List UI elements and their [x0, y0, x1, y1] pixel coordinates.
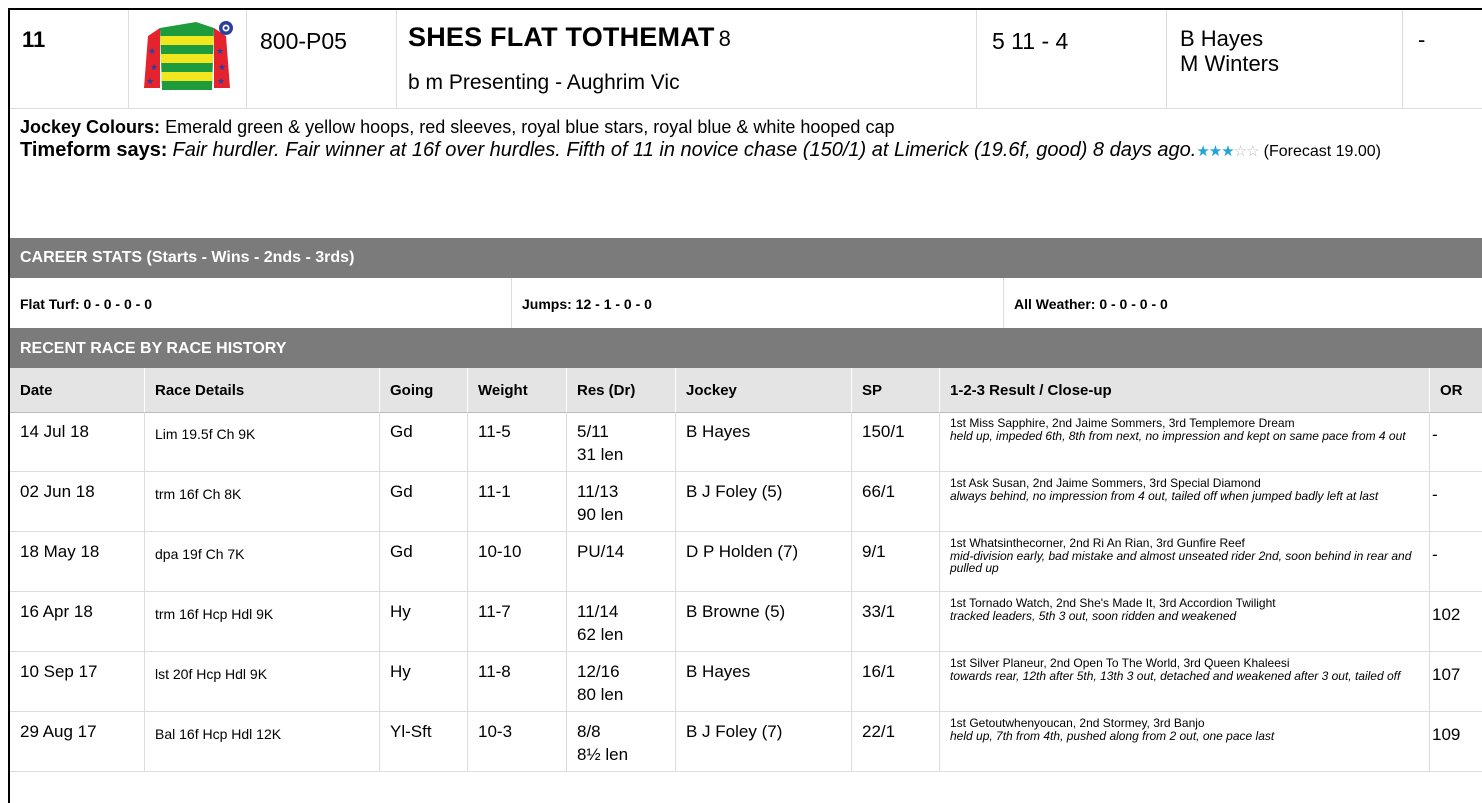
cell-result — [567, 412, 676, 471]
table-row[interactable] — [10, 412, 1482, 472]
col-going[interactable]: Going — [380, 368, 468, 412]
starting-price: 150/1 — [862, 422, 905, 441]
cell-or — [1430, 532, 1482, 591]
cell-close-up — [940, 472, 1430, 531]
going: Hy — [390, 602, 411, 621]
race-date: 18 May 18 — [20, 542, 100, 561]
close-up — [950, 657, 1426, 682]
star-filled-icon: ★ — [1208, 143, 1222, 160]
age-weight-cell — [976, 10, 1167, 108]
col-jockey[interactable]: Jockey — [676, 368, 852, 412]
table-row[interactable] — [10, 712, 1482, 772]
horse-age: 8 — [718, 26, 732, 51]
table-row[interactable] — [10, 652, 1482, 712]
cell-weight — [468, 412, 567, 471]
jockey[interactable]: B Hayes — [686, 662, 751, 681]
starting-price: 22/1 — [862, 722, 896, 741]
cell-race — [145, 532, 380, 591]
race-details[interactable]: dpa 19f Ch 7K — [155, 546, 245, 562]
forecast: (Forecast 19.00) — [1263, 143, 1382, 160]
runner-number-cell — [10, 10, 129, 108]
cell-result — [567, 652, 676, 711]
finish-position — [577, 540, 624, 563]
cell-close-up — [940, 712, 1430, 771]
cell-result — [567, 592, 676, 651]
race-details[interactable]: trm 16f Ch 8K — [155, 486, 242, 502]
cell-or — [1430, 592, 1482, 651]
extra-cell — [1402, 10, 1482, 108]
col-sp[interactable]: SP — [852, 368, 940, 412]
col-result[interactable]: Res (Dr) — [567, 368, 676, 412]
going: Gd — [390, 422, 413, 441]
cell-race — [145, 652, 380, 711]
jockey[interactable]: B J Foley (7) — [686, 722, 783, 741]
star-filled-icon: ★ — [1196, 143, 1209, 160]
svg-text:★: ★ — [146, 77, 155, 87]
distance-beaten: 62 len — [577, 625, 624, 644]
race-details[interactable]: trm 16f Hcp Hdl 9K — [155, 606, 274, 622]
cell-sp — [852, 532, 940, 591]
runner-number: 11 — [22, 27, 46, 52]
weight: 11-8 — [478, 662, 511, 681]
close-up — [950, 717, 1426, 742]
cell-jockey — [676, 592, 852, 651]
cell-close-up — [940, 412, 1430, 471]
cell-or — [1430, 472, 1482, 531]
jockey-colours — [20, 116, 1480, 139]
close-up-comment: tracked leaders, 5th 3 out, soon ridden and weakened — [950, 608, 1237, 623]
star-filled-icon: ★ — [1221, 143, 1234, 160]
cell-jockey — [676, 472, 852, 531]
placing: 12/16 — [577, 662, 620, 681]
jockey-colours-label: Jockey Colours: — [20, 117, 161, 137]
connections-cell — [1166, 10, 1403, 108]
jockey[interactable]: B Hayes — [686, 422, 751, 441]
all-weather-stats: All Weather: 0 - 0 - 0 - 0 — [1014, 296, 1168, 312]
close-up — [950, 537, 1426, 575]
race-details[interactable]: lst 20f Hcp Hdl 9K — [155, 666, 268, 682]
race-date: 10 Sep 17 — [20, 662, 98, 681]
col-or[interactable]: OR — [1440, 382, 1463, 399]
placings-text: 1st Whatsinthecorner, 2nd Ri An Rian, 3rd Gunfire Reef — [950, 536, 1245, 550]
cell-race — [145, 712, 380, 771]
cell-race — [145, 592, 380, 651]
cell-date — [10, 592, 145, 651]
star-rating — [1196, 143, 1258, 160]
horse-name-cell — [396, 10, 977, 108]
official-rating: - — [1432, 485, 1438, 504]
race-details[interactable]: Bal 16f Hcp Hdl 12K — [155, 726, 282, 742]
cell-weight — [468, 652, 567, 711]
runner-header — [10, 10, 1482, 109]
going: Hy — [390, 662, 411, 681]
col-race-details[interactable]: Race Details — [145, 368, 380, 412]
cell-close-up — [940, 592, 1430, 651]
age-weight: 5 11 - 4 — [992, 28, 1069, 54]
cell-jockey — [676, 712, 852, 771]
horse-title — [408, 22, 731, 53]
close-up — [950, 597, 1426, 622]
finish-position — [577, 480, 623, 526]
cell-weight — [468, 712, 567, 771]
placings-text: 1st Silver Planeur, 2nd Open To The World, 3rd Queen Khaleesi — [950, 656, 1290, 670]
cell-result — [567, 532, 676, 591]
weight: 11-1 — [478, 482, 511, 501]
finish-position — [577, 420, 623, 466]
cell-date — [10, 412, 145, 471]
cell-or — [1430, 412, 1482, 471]
career-stats — [10, 278, 1482, 329]
jockey[interactable]: D P Holden (7) — [686, 542, 799, 561]
close-up — [950, 417, 1426, 442]
weight: 11-7 — [478, 602, 511, 621]
col-close-up[interactable]: 1-2-3 Result / Close-up — [940, 368, 1430, 412]
jockey-colours-text: Emerald green & yellow hoops, red sleeves, royal blue stars, royal blue & white hooped cap — [165, 117, 895, 137]
weight: 10-3 — [478, 722, 513, 741]
race-history-heading: RECENT RACE BY RACE HISTORY — [10, 328, 1482, 368]
starting-price: 66/1 — [862, 482, 896, 501]
extra-value: - — [1418, 27, 1426, 52]
going: Yl-Sft — [390, 722, 432, 741]
race-date: 16 Apr 18 — [20, 602, 93, 621]
history-table-header — [10, 368, 1482, 413]
cell-result — [567, 712, 676, 771]
horse-breeding: b m Presenting - Aughrim Vic — [408, 71, 680, 94]
placings-text: 1st Miss Sapphire, 2nd Jaime Sommers, 3rd Templemore Dream — [950, 416, 1295, 430]
cell-going — [380, 712, 468, 771]
cell-date — [10, 652, 145, 711]
cell-going — [380, 472, 468, 531]
svg-text:★: ★ — [150, 63, 159, 73]
cell-sp — [852, 472, 940, 531]
col-weight[interactable]: Weight — [468, 368, 567, 412]
cell-sp — [852, 652, 940, 711]
cell-or — [1430, 712, 1482, 771]
cell-date — [10, 712, 145, 771]
star-empty-icon: ☆ — [1246, 143, 1259, 160]
official-rating: - — [1432, 425, 1438, 444]
placing: 11/13 — [577, 482, 619, 501]
close-up-comment: towards rear, 12th after 5th, 13th 3 out, detached and weakened after 3 out, tailed off — [950, 668, 1401, 683]
placing: 8/8 — [577, 722, 601, 741]
close-up — [950, 477, 1426, 502]
race-date: 02 Jun 18 — [20, 482, 95, 501]
table-row[interactable] — [10, 472, 1482, 532]
starting-price: 33/1 — [862, 602, 896, 621]
svg-text:★: ★ — [217, 77, 226, 87]
jockey-silks-icon — [128, 10, 246, 108]
race-date: 14 Jul 18 — [20, 422, 89, 441]
cell-going — [380, 652, 468, 711]
race-details[interactable]: Lim 19.5f Ch 9K — [155, 426, 256, 442]
flat-turf-stats: Flat Turf: 0 - 0 - 0 - 0 — [10, 278, 512, 328]
official-rating: 102 — [1432, 605, 1461, 624]
table-row[interactable] — [10, 592, 1482, 652]
going: Gd — [390, 542, 413, 561]
cell-weight — [468, 532, 567, 591]
career-stats-heading: CAREER STATS (Starts - Wins - 2nds - 3rds) — [10, 238, 1482, 278]
finish-position — [577, 660, 623, 706]
cell-result — [567, 472, 676, 531]
cell-sp — [852, 592, 940, 651]
cell-going — [380, 412, 468, 471]
close-up-comment: mid-division early, bad mistake and almost unseated rider 2nd, soon behind in rear and pulled up — [950, 548, 1412, 575]
timeform-text: Fair hurdler. Fair winner at 16f over hurdles. Fifth of 11 in novice chase (150/1) at Limerick (19.6f, good) 8 days ago. — [172, 139, 1197, 161]
placings-text: 1st Ask Susan, 2nd Jaime Sommers, 3rd Special Diamond — [950, 476, 1261, 490]
distance-beaten: 90 len — [577, 505, 624, 524]
official-rating: 109 — [1432, 725, 1461, 744]
cell-date — [10, 532, 145, 591]
finish-position — [577, 600, 623, 646]
runner-description — [20, 116, 1480, 163]
cell-close-up — [940, 652, 1430, 711]
close-up-comment: held up, 7th from 4th, pushed along from 2 out, one pace last — [950, 728, 1275, 743]
jockey[interactable]: B Browne (5) — [686, 602, 786, 621]
distance-beaten: 8½ len — [577, 745, 629, 764]
placing: 11/14 — [577, 602, 619, 621]
timeform-label: Timeform says: — [20, 139, 168, 161]
cell-close-up — [940, 532, 1430, 591]
placings-text: 1st Getoutwhenyoucan, 2nd Stormey, 3rd Banjo — [950, 716, 1205, 730]
going: Gd — [390, 482, 413, 501]
cell-sp — [852, 412, 940, 471]
cell-jockey — [676, 652, 852, 711]
jockey[interactable]: B J Foley (5) — [686, 482, 783, 501]
cell-or — [1430, 652, 1482, 711]
trainer-name[interactable]: M Winters — [1180, 51, 1279, 76]
svg-text:★: ★ — [218, 63, 227, 73]
cell-sp — [852, 712, 940, 771]
timeform-says — [20, 139, 1480, 163]
svg-text:★: ★ — [216, 47, 225, 57]
close-up-comment: held up, impeded 6th, 8th from next, no impression and kept on same pace from 4 out — [950, 428, 1406, 443]
cell-going — [380, 532, 468, 591]
official-rating: - — [1432, 545, 1438, 564]
weight: 11-5 — [478, 422, 511, 441]
horse-name[interactable]: SHES FLAT TOTHEMAT — [408, 22, 715, 52]
official-rating: 107 — [1432, 665, 1461, 684]
placings-text: 1st Tornado Watch, 2nd She's Made It, 3rd Accordion Twilight — [950, 596, 1276, 610]
close-up-comment: always behind, no impression from 4 out, tailed off when jumped badly left at last — [950, 488, 1379, 503]
form-figures-cell — [246, 10, 397, 108]
star-empty-icon: ☆ — [1233, 143, 1247, 160]
cell-date — [10, 472, 145, 531]
race-date: 29 Aug 17 — [20, 722, 97, 741]
race-card — [8, 8, 1482, 803]
silks-cell — [128, 10, 247, 108]
svg-text:★: ★ — [148, 47, 157, 57]
cell-jockey — [676, 412, 852, 471]
jumps-stats: Jumps: 12 - 1 - 0 - 0 — [512, 278, 1004, 328]
form-figures: 800-P05 — [260, 28, 347, 54]
distance-beaten: 31 len — [577, 445, 624, 464]
finish-position — [577, 720, 628, 766]
starting-price: 9/1 — [862, 542, 886, 561]
cell-race — [145, 412, 380, 471]
placing: 5/11 — [577, 422, 609, 441]
cell-race — [145, 472, 380, 531]
table-row[interactable] — [10, 532, 1482, 592]
placing: PU/14 — [577, 542, 625, 561]
weight: 10-10 — [478, 542, 522, 561]
jockey-name[interactable]: B Hayes — [1180, 26, 1264, 51]
cell-jockey — [676, 532, 852, 591]
distance-beaten: 80 len — [577, 685, 624, 704]
cell-weight — [468, 592, 567, 651]
cell-going — [380, 592, 468, 651]
col-date[interactable]: Date — [10, 368, 145, 412]
starting-price: 16/1 — [862, 662, 896, 681]
cell-weight — [468, 472, 567, 531]
